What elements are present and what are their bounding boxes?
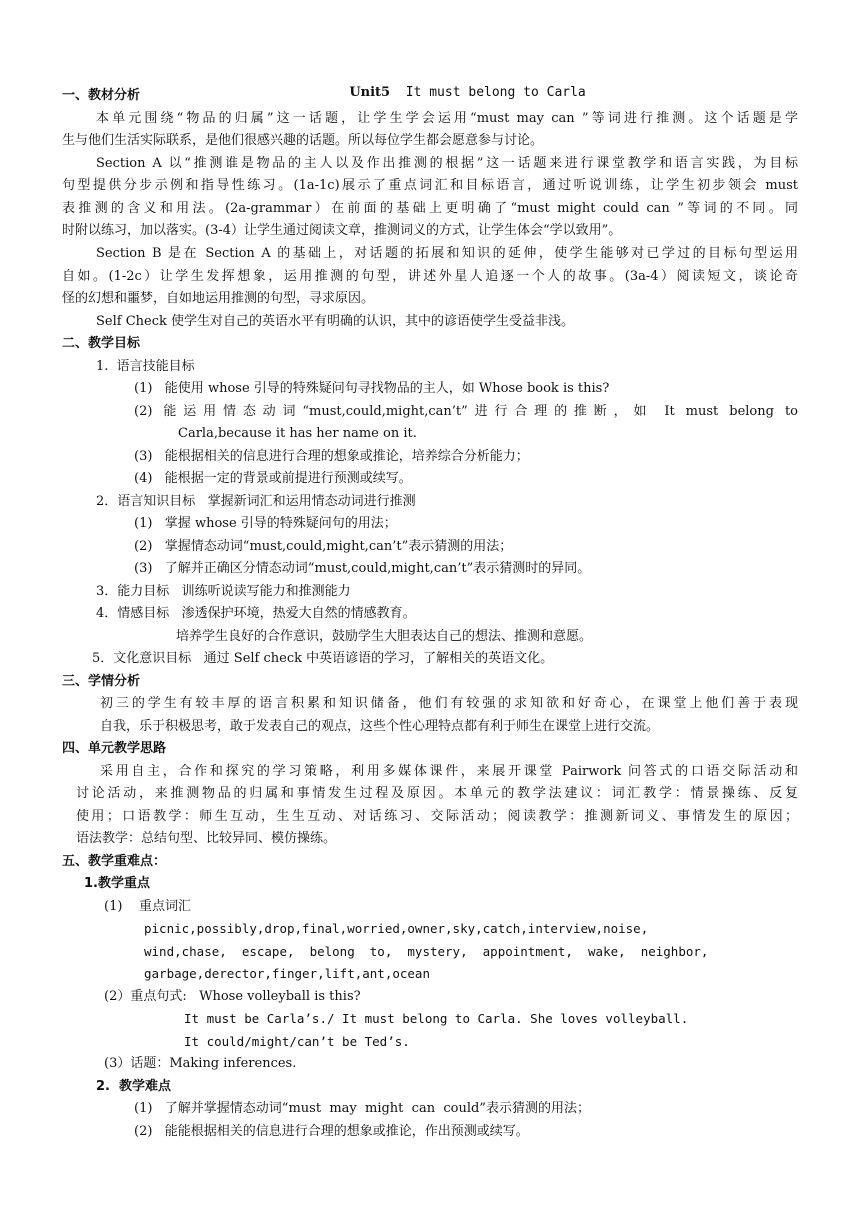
goal-item: (1) 能使用 whose 引导的特殊疑问句寻找物品的主人，如 Whose book is this? — [134, 381, 610, 396]
goal-item: (4) 能根据一定的背景或前提进行预测或续写。 — [134, 471, 412, 486]
vocab-line: wind,chase, escape, belong to, mystery, appointment, wake, neighbor, — [144, 944, 709, 959]
sentence-line: It must be Carla’s./ It must belong to Carla. She loves volleyball. — [184, 1011, 689, 1026]
paragraph-line: Self Check 使学生对自己的英语水平有明确的认识，其中的谚语使学生受益非浅。 — [96, 314, 575, 329]
paragraph-line: 自我，乐于积极思考，敢于发表自己的观点，这些个性心理特点都有利于师生在课堂上进行交流。 — [100, 719, 660, 734]
key-sentence-heading: (2）重点句式: Whose volleyball is this? — [104, 989, 361, 1004]
paragraph-line: 时附以练习，加以落实。(3-4）让学生通过阅读文章，推测词义的方式，让学生体会“学以致用”。 — [62, 223, 622, 238]
paragraph-line: 自如。(1-2c）让学生发挥想象，运用推测的句型，讲述外星人追逐一个人的故事。(3a-4）阅读短文，谈论奇 — [62, 269, 798, 284]
vocab-line: garbage,derector,finger,lift,ant,ocean — [144, 966, 430, 981]
goal-heading-1: 1. 语言技能目标 — [96, 359, 195, 374]
paragraph-line: 生与他们生活实际联系，是他们很感兴趣的话题。所以每位学生都会愿意参与讨论。 — [62, 133, 544, 148]
paragraph-line: 语法教学：总结句型、比较异同、模仿操练。 — [76, 831, 337, 846]
goal-heading-5: 5．文化意识目标 通过 Self check 中英语谚语的学习，了解相关的英语文化。 — [92, 651, 554, 666]
paragraph-line: 采用自主，合作和探究的学习策略，利用多媒体课件，来展开课堂 Pairwork 问答式的口语交际活动和 — [100, 764, 798, 779]
topic-line: (3）话题：Making inferences. — [104, 1056, 297, 1071]
paragraph-line: 本单元围绕“物品的归属”这一话题，让学生学会运用“must may can ”等词进行推测。这个话题是学 — [96, 111, 798, 126]
key-points-heading: 1.教学重点 — [84, 876, 150, 891]
paragraph-line: 怪的幻想和噩梦，自如地运用推测的句型，寻求原因。 — [62, 291, 375, 306]
goal-item: (3) 能根据相关的信息进行合理的想象或推论，培养综合分析能力； — [134, 449, 529, 464]
section-heading-4: 四、单元教学思路 — [62, 741, 167, 756]
goal-item: (3) 了解并正确区分情态动词“must,could,might,can’t”表示猜测时的异同。 — [134, 561, 591, 576]
goal-heading-4: 4．情感目标 渗透保护环境，热爱大自然的情感教育。 — [96, 606, 416, 621]
goal-heading-4-continued: 培养学生良好的合作意识，鼓励学生大胆表达自己的想法、推测和意愿。 — [176, 629, 593, 644]
vocab-line: picnic,possibly,drop,final,worried,owner,sky,catch,interview,noise, — [144, 921, 649, 936]
key-vocab-heading: (1) 重点词汇 — [104, 899, 191, 914]
paragraph-line: 讨论活动，来推测物品的归属和事情发生过程及原因。本单元的教学法建议：词汇教学：情景操练、反复 — [76, 786, 798, 801]
paragraph-line: 表推测的含义和用法。(2a-grammar）在前面的基础上更明确了“must might could can ”等词的不同。同 — [62, 201, 798, 216]
sentence-line: It could/might/can’t be Ted’s. — [184, 1034, 410, 1049]
section-heading-5: 五、教学重难点： — [62, 854, 167, 869]
paragraph-line: 句型提供分步示例和指导性练习。(1a-1c)展示了重点词汇和目标语言，通过听说训练，让学生初步领会 must — [62, 178, 798, 193]
goal-heading-3: 3．能力目标 训练听说读写能力和推测能力 — [96, 584, 351, 599]
goal-item-continued: Carla,because it has her name on it. — [178, 426, 417, 441]
difficult-item: (2) 能能根据相关的信息进行合理的想象或推论，作出预测或续写。 — [134, 1124, 529, 1139]
section-heading-2: 二、教学目标 — [62, 336, 141, 351]
difficult-item: (1) 了解并掌握情态动词“must may might can could”表示猜测的用法； — [134, 1101, 590, 1116]
difficult-points-heading: 2. 教学难点 — [96, 1079, 172, 1094]
goal-heading-2: 2．语言知识目标 掌握新词汇和运用情态动词进行推测 — [96, 494, 416, 509]
goal-item: (1) 掌握 whose 引导的特殊疑问句的用法； — [134, 516, 397, 531]
title-unit: Unit5 — [349, 85, 391, 100]
title-text: It must belong to Carla — [405, 85, 586, 100]
section-heading-1: 一、教材分析 — [62, 88, 141, 103]
goal-item: (2) 掌握情态动词“must,could,might,can’t”表示猜测的用法； — [134, 539, 513, 554]
paragraph-line: Section B 是在 Section A 的基础上，对话题的拓展和知识的延伸，使学生能够对已学过的目标句型运用 — [96, 246, 798, 261]
paragraph-line: Section A 以“推测谁是物品的主人以及作出推测的根据”这一话题来进行课堂教学和语言实践，为目标 — [96, 156, 798, 171]
section-heading-3: 三、学情分析 — [62, 674, 141, 689]
paragraph-line: 使用；口语教学：师生互动，生生互动、对话练习、交际活动；阅读教学：推测新词义、事情发生的原因； — [76, 809, 798, 824]
goal-item: (2) 能运用情态动词“must,could,might,can’t”进行合理的推断，如 It must belong to — [134, 404, 798, 419]
paragraph-line: 初三的学生有较丰厚的语言积累和知识储备，他们有较强的求知欲和好奇心，在课堂上他们善于表现 — [100, 696, 798, 711]
